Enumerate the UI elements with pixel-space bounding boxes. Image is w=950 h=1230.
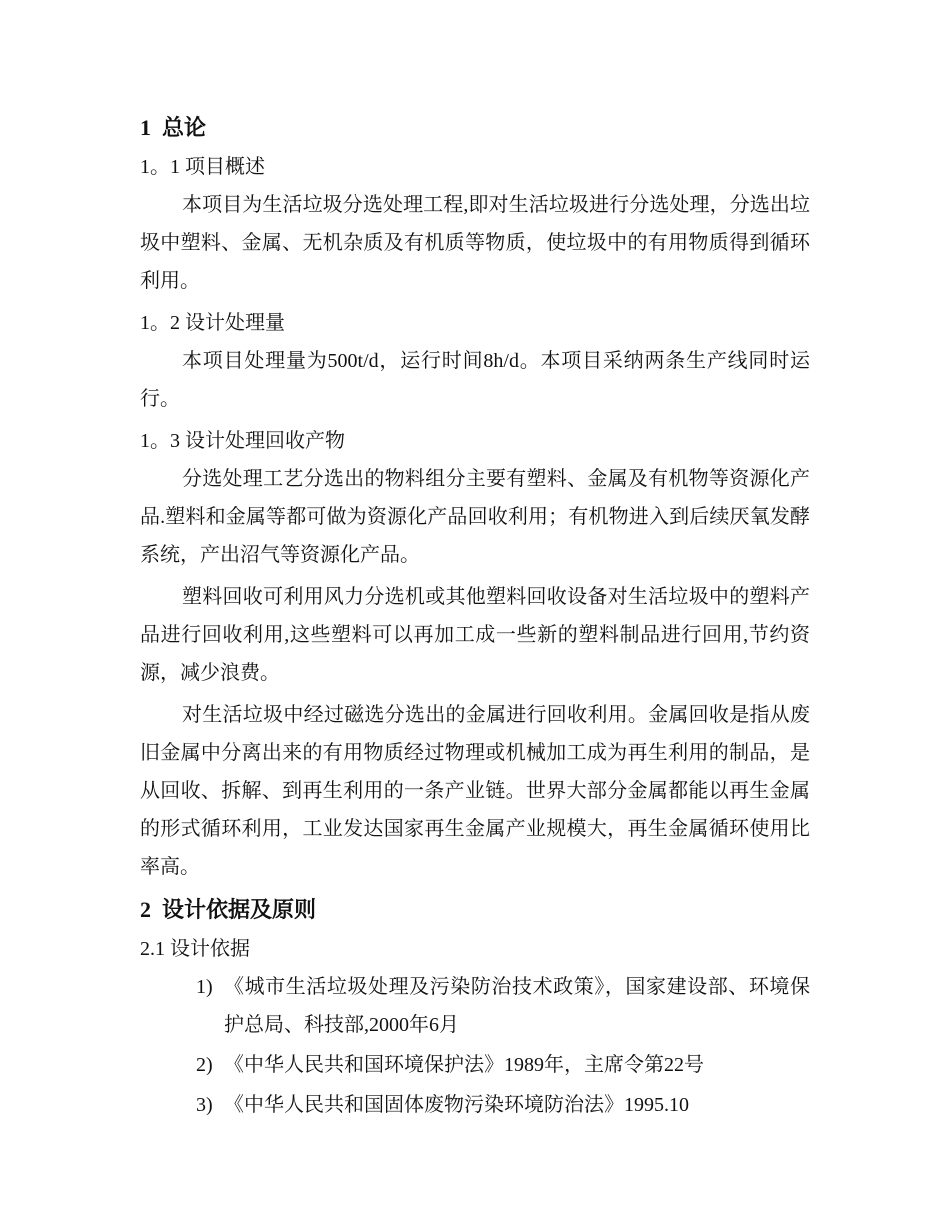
list-text: 《中华人民共和国固体废物污染环境防治法》1995.10	[224, 1094, 689, 1116]
list-item	[140, 968, 810, 1044]
subsection-title: 1。1 项目概述	[140, 156, 265, 178]
subsection-title: 1。3 设计处理回收产物	[140, 430, 345, 452]
list-text: 《中华人民共和国环境保护法》1989年，主席令第22号	[224, 1054, 704, 1076]
list-number: 3)	[196, 1094, 213, 1116]
paragraph: 对生活垃圾中经过磁选分选出的金属进行回收利用。金属回收是指从废旧金属中分离出来的有用物质经过物理或机械加工成为再生利用的制品，是从回收、拆解、到再生利用的一条产业链。世界大部分金属都能以再生金属的形式循环利用，工业发达国家再生金属产业规模大，再生金属循环使用比率高。	[140, 704, 810, 878]
section-heading: 1 总论	[140, 115, 207, 140]
list-number: 2)	[196, 1054, 213, 1076]
subsection-title: 1。2 设计处理量	[140, 312, 285, 334]
document-page	[140, 108, 810, 1126]
subsection-title: 2.1 设计依据	[140, 938, 250, 960]
list-item	[140, 1046, 810, 1084]
list-item	[140, 1086, 810, 1124]
list-text: 《城市生活垃圾处理及污染防治技术政策》，国家建设部、环境保护总局、科技部,2000年6月	[224, 976, 810, 1036]
list-number: 1)	[196, 976, 213, 998]
section-heading: 2 设计依据及原则	[140, 897, 317, 922]
paragraph: 塑料回收可利用风力分选机或其他塑料回收设备对生活垃圾中的塑料产品进行回收利用,这些塑料可以再加工成一些新的塑料制品进行回用,节约资源，减少浪费。	[140, 586, 810, 684]
paragraph: 本项目处理量为500t/d，运行时间8h/d。本项目采纳两条生产线同时运行。	[140, 350, 810, 410]
reference-list	[140, 968, 810, 1124]
paragraph: 分选处理工艺分选出的物料组分主要有塑料、金属及有机物等资源化产品.塑料和金属等都可做为资源化产品回收利用；有机物进入到后续厌氧发酵系统，产出沼气等资源化产品。	[140, 468, 810, 566]
paragraph: 本项目为生活垃圾分选处理工程,即对生活垃圾进行分选处理，分选出垃圾中塑料、金属、无机杂质及有机质等物质，使垃圾中的有用物质得到循环利用。	[140, 194, 810, 292]
